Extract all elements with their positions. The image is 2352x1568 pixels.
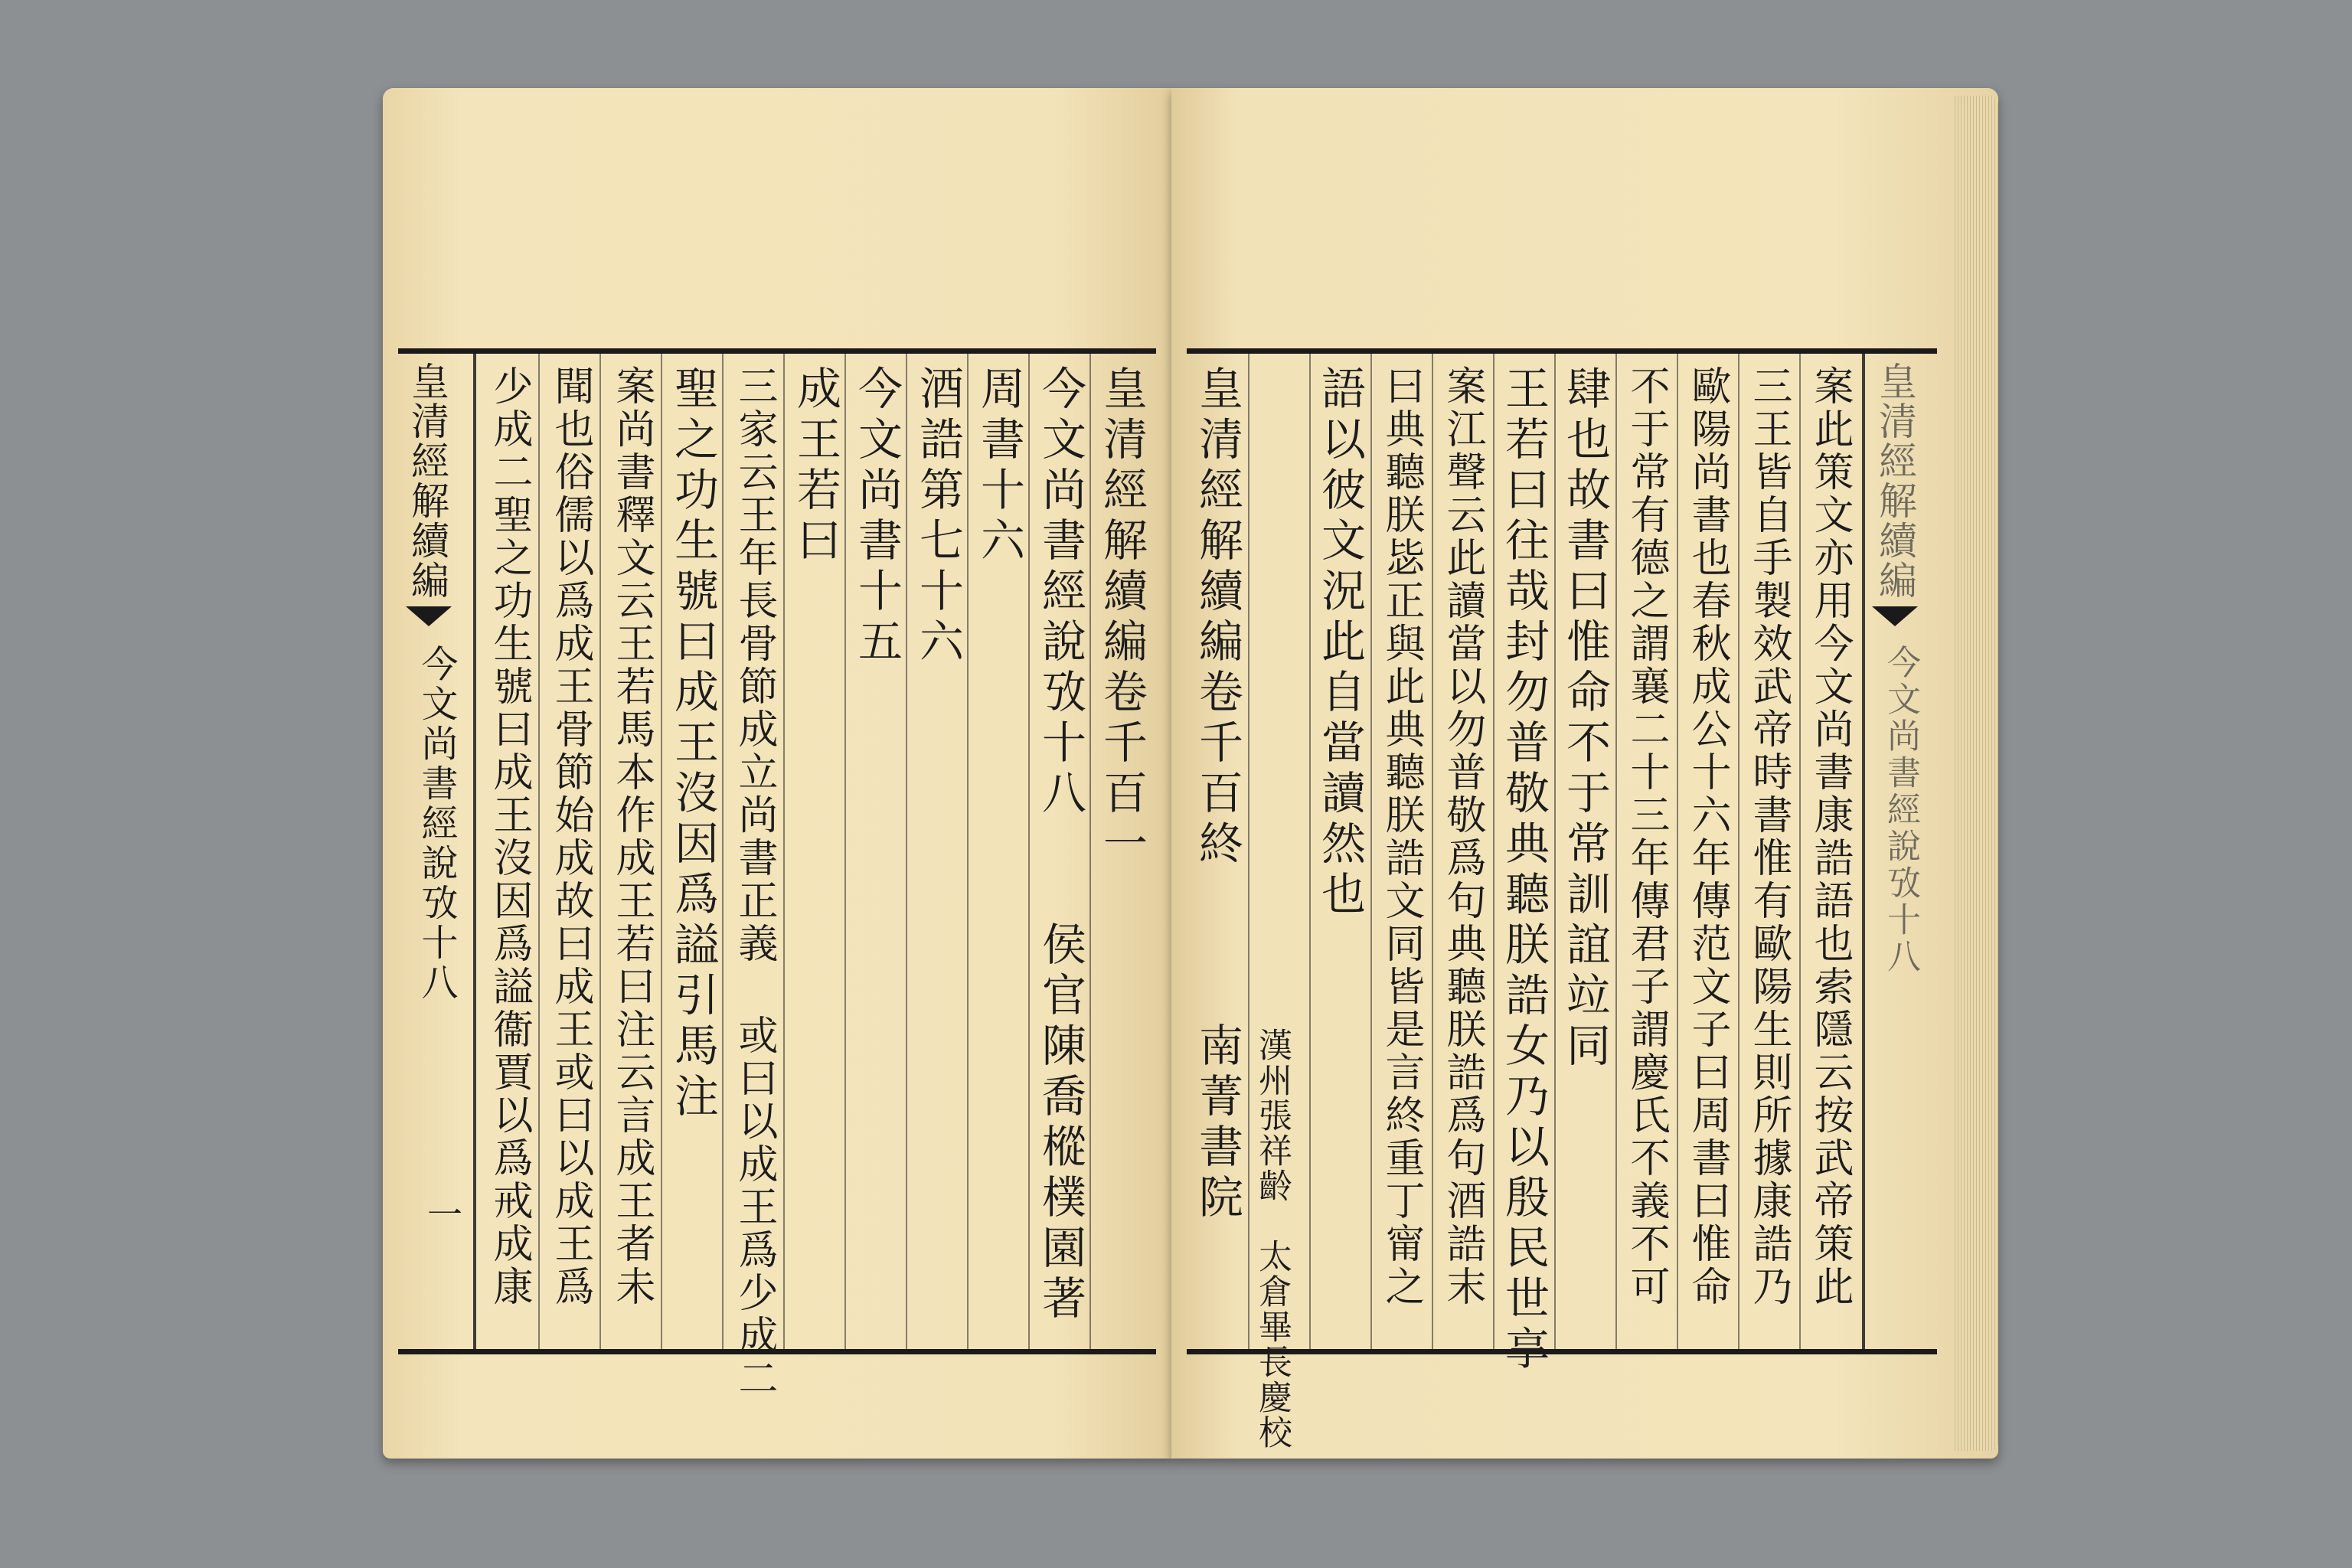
column-rule [844, 354, 846, 1349]
left-folio: 一 [422, 1196, 463, 1231]
column-rule [599, 354, 601, 1349]
column-rule [1432, 354, 1433, 1349]
column-rule [1677, 354, 1678, 1349]
column-rule [1615, 354, 1617, 1349]
column-rule [1370, 354, 1372, 1349]
margin-rule [1862, 354, 1865, 1349]
left-margin-title: 皇清經解續編 [405, 361, 449, 600]
column-rule [1738, 354, 1740, 1349]
column-rule [538, 354, 540, 1349]
right-col-8: 不于常有德之謂襄二十三年傳君子謂慶氏不義不可 [1623, 365, 1669, 1308]
right-col-11: 案此策文亦用今文尚書康誥語也索隱云按武帝策此 [1807, 365, 1853, 1308]
left-col-1: 皇清經解續編卷千百一 [1096, 365, 1148, 871]
right-page [1171, 88, 1998, 1459]
column-rule [1493, 354, 1494, 1349]
right-margin-subtitle: 今文尚書經說攷十八 [1881, 645, 1920, 975]
right-col-3: 語以彼文況此自當讀然也 [1314, 365, 1366, 921]
left-col-2: 今文尚書經說攷十八 侯官陳喬樅樸園著 [1034, 365, 1086, 1325]
column-rule [783, 354, 785, 1349]
column-rule [1554, 354, 1556, 1349]
open-book [383, 88, 1998, 1459]
right-col-5: 案江聲云此讀當以勿普敬爲句典聽朕誥爲句酒誥末 [1439, 365, 1485, 1308]
right-col-2: 漢州張祥齡 太倉畢長慶校 [1253, 1027, 1292, 1450]
column-rule [661, 354, 662, 1349]
margin-rule [473, 354, 476, 1349]
column-rule [722, 354, 724, 1349]
right-col-1: 皇清經解續編卷千百終 南菁書院 [1191, 365, 1243, 1224]
fishtail-mark [1872, 606, 1918, 626]
left-col-4: 酒誥第七十六 [912, 365, 964, 668]
right-text-frame [1187, 348, 1937, 1450]
left-col-6: 成王若曰 [789, 365, 841, 567]
left-col-11: 少成二聖之功生號曰成王沒因爲謚衞賈以爲戒成康 [486, 365, 532, 1308]
left-col-3: 周書十六 [973, 365, 1025, 567]
column-rule [1089, 354, 1091, 1349]
column-rule [1799, 354, 1801, 1349]
left-text-frame [398, 348, 1156, 1400]
left-page [383, 88, 1171, 1459]
right-col-4: 曰典聽朕毖正與此典聽朕誥文同皆是言終重丁甯之 [1378, 365, 1424, 1308]
column-rule [967, 354, 969, 1349]
column-rule [1309, 354, 1311, 1349]
right-col-9: 歐陽尚書也春秋成公十六年傳范文子曰周書曰惟命 [1684, 365, 1730, 1308]
left-col-8: 聖之功生號曰成王沒因爲謚引馬注 [667, 365, 719, 1123]
right-col-6: 王若曰往哉封勿普敬典聽朕誥女乃以殷民世享 [1498, 365, 1550, 1376]
column-rule [1248, 354, 1250, 1349]
left-col-9: 案尚書釋文云王若馬本作成王若曰注云言成王者未 [609, 365, 655, 1308]
left-col-5: 今文尚書十五 [851, 365, 903, 668]
page-edges [1952, 96, 1998, 1451]
column-rule [906, 354, 907, 1349]
left-col-10: 聞也俗儒以爲成王骨節始成故曰成王或曰以成王爲 [547, 365, 593, 1308]
right-col-10: 三王皆自手製效武帝時書惟有歐陽生則所據康誥乃 [1746, 365, 1792, 1308]
left-margin-subtitle: 今文尚書經說攷十八 [415, 645, 458, 1003]
right-margin-title: 皇清經解續編 [1873, 361, 1917, 600]
column-rule [1028, 354, 1030, 1349]
fishtail-mark [406, 606, 452, 626]
right-col-7: 肆也故書曰惟命不于常訓誼竝同 [1559, 365, 1611, 1073]
left-col-7: 三家云王年長骨節成立尚書正義 或曰以成王爲少成二 [731, 365, 777, 1400]
